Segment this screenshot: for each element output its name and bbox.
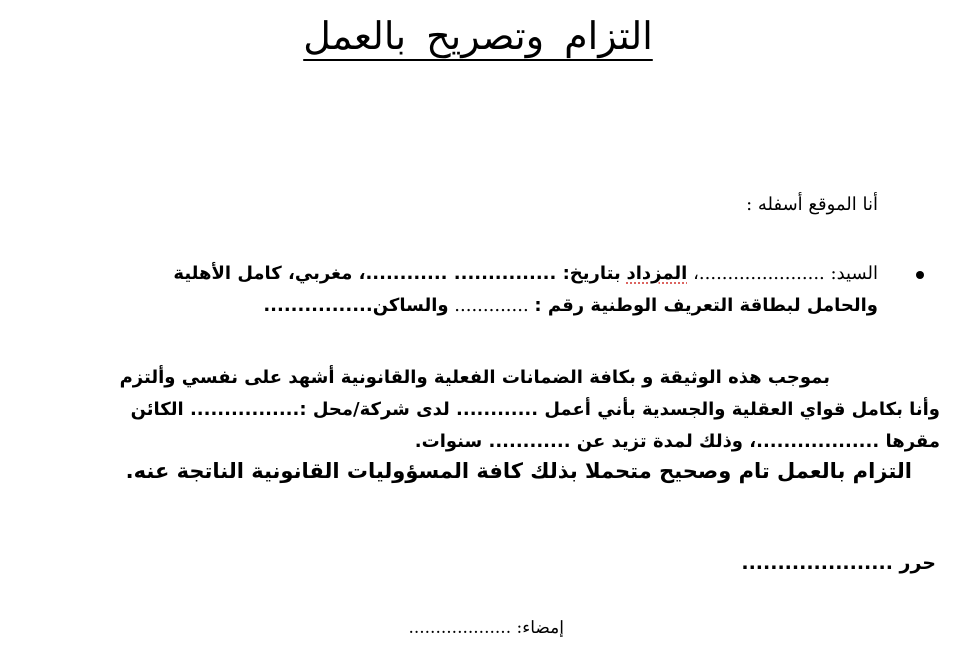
address-field[interactable]: والساكن................ xyxy=(263,295,449,316)
body-line-3: مقرها ..................، وذلك لمدة تزيد عن ............ سنوات. xyxy=(414,431,940,452)
body-line-4: التزام بالعمل تام وصحيح متحملا بذلك كافة المسؤوليات القانونية الناتجة عنه. xyxy=(125,459,912,483)
document-title-text: التزام وتصريح بالعمل xyxy=(303,14,653,58)
intro-text: أنا الموقع أسفله : xyxy=(746,194,878,215)
spellcheck-flagged-word: المزداد xyxy=(626,263,688,284)
birth-date-nationality[interactable]: بتاريخ: ............... ............، مغربي، كامل الأهلية xyxy=(173,263,621,284)
bullet-line-2 xyxy=(16,290,936,322)
bullet-icon xyxy=(916,271,924,279)
personal-info-bullet xyxy=(16,258,936,322)
body-line-2: وأنا بكامل قواي العقلية والجسدية بأني أعمل ............ لدى شركة/محل :................ الكائن xyxy=(130,399,940,420)
name-field[interactable]: السيد: ......................، xyxy=(693,263,878,284)
signature-field[interactable]: إمضاء: ................... xyxy=(408,618,564,638)
declaration-body xyxy=(0,362,940,486)
body-line-1: بموجب هذه الوثيقة و بكافة الضمانات الفعلية والقانونية أشهد على نفسي وألتزم xyxy=(119,367,830,388)
bullet-line-1 xyxy=(16,258,936,290)
id-card-field[interactable]: ............. xyxy=(448,295,529,316)
written-at-field[interactable]: حرر ..................... xyxy=(741,552,936,574)
document-title xyxy=(0,14,956,58)
id-card-label: والحامل لبطاقة التعريف الوطنية رقم : xyxy=(534,295,878,316)
